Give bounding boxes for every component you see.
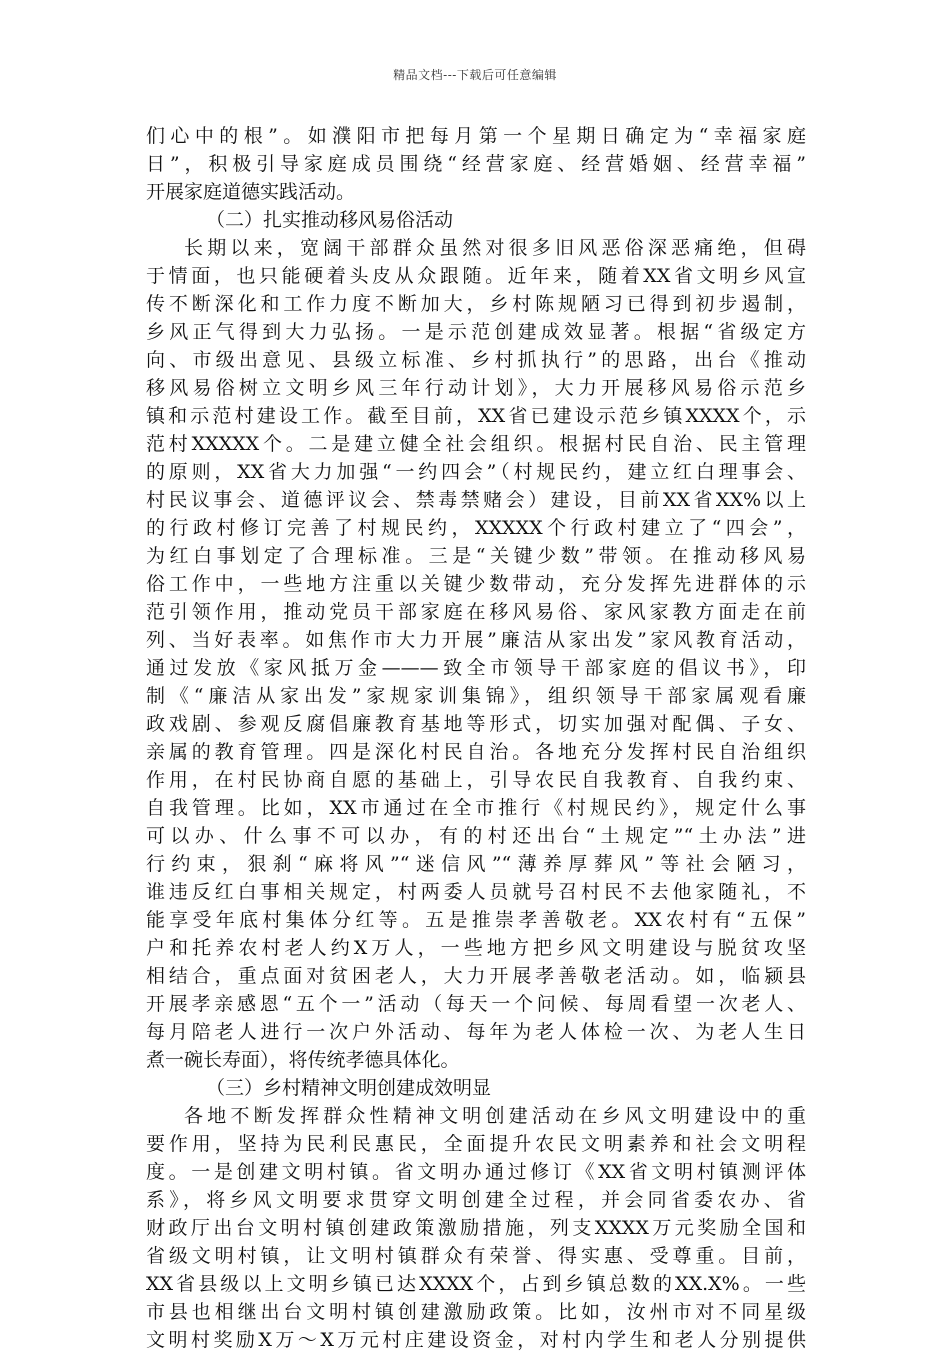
section-heading: （三）乡村精神文明创建成效明显 bbox=[206, 1077, 492, 1099]
text-line: 能享受年底村集体分红等。五是推崇孝善敬老。XX农村有“五保” bbox=[146, 909, 806, 931]
text-line: 各地不断发挥群众性精神文明创建活动在乡风文明建设中的重 bbox=[184, 1105, 806, 1127]
text-line: 政戏剧、参观反腐倡廉教育基地等形式，切实加强对配偶、子女、 bbox=[146, 713, 806, 735]
text-line: 列、当好表率。如焦作市大力开展”廉洁从家出发”家风教育活动， bbox=[146, 629, 806, 651]
text-line: 户和托养农村老人约X万人，一些地方把乡风文明建设与脱贫攻坚 bbox=[146, 937, 806, 959]
text-line: 系》，将乡风文明要求贯穿文明创建全过程，并会同省委农办、省 bbox=[146, 1189, 806, 1211]
text-line: XX省县级以上文明乡镇已达XXXX个，占到乡镇总数的XX.X%。一些 bbox=[146, 1273, 806, 1295]
text-line: 文明村奖励X万～X万元村庄建设资金，对村内学生和老人分别提供 bbox=[146, 1329, 806, 1351]
text-line: 范引领作用，推动党员干部家庭在移风易俗、家风家教方面走在前 bbox=[146, 601, 806, 623]
text-line: 传不断深化和工作力度不断加大，乡村陈规陋习已得到初步遏制， bbox=[146, 293, 806, 315]
text-line: 自我管理。比如，XX市通过在全市推行《村规民约》，规定什么事 bbox=[146, 797, 806, 819]
text-line: 财政厅出台文明村镇创建政策激励措施，列支XXXX万元奖励全国和 bbox=[146, 1217, 806, 1239]
text-line: 度。一是创建文明村镇。省文明办通过修订《XX省文明村镇测评体 bbox=[146, 1161, 806, 1183]
text-line: 谁违反红白事相关规定，村两委人员就号召村民不去他家随礼，不 bbox=[146, 881, 806, 903]
text-line: 们心中的根”。如濮阳市把每月第一个星期日确定为“幸福家庭 bbox=[146, 125, 806, 147]
text-line: 可以办、什么事不可以办，有的村还出台“土规定”“土办法”进 bbox=[146, 825, 806, 847]
text-line: 煮一碗长寿面），将传统孝德具体化。 bbox=[146, 1049, 460, 1071]
text-line: 的原则，XX省大力加强“一约四会”（村规民约，建立红白理事会、 bbox=[146, 461, 806, 483]
text-line: 开展孝亲感恩“五个一”活动（每天一个问候、每周看望一次老人、 bbox=[146, 993, 806, 1015]
text-line: 的行政村修订完善了村规民约，XXXXX个行政村建立了“四会”， bbox=[146, 517, 806, 539]
text-line: 作用，在村民协商自愿的基础上，引导农民自我教育、自我约束、 bbox=[146, 769, 806, 791]
text-line: 范村XXXXX个。二是建立健全社会组织。根据村民自治、民主管理 bbox=[146, 433, 806, 455]
text-line: 开展家庭道德实践活动。 bbox=[146, 181, 356, 203]
text-line: 日”，积极引导家庭成员围绕“经营家庭、经营婚姻、经营幸福” bbox=[146, 153, 806, 175]
text-line: 市县也相继出台文明村镇创建激励政策。比如，汝州市对不同星级 bbox=[146, 1301, 806, 1323]
section-heading: （二）扎实推动移风易俗活动 bbox=[206, 209, 454, 231]
text-line: 移风易俗树立文明乡风三年行动计划》，大力开展移风易俗示范乡 bbox=[146, 377, 806, 399]
page-header: 精品文档---下载后可任意编辑 bbox=[393, 68, 557, 82]
text-line: 相结合，重点面对贫困老人，大力开展孝善敬老活动。如，临颍县 bbox=[146, 965, 806, 987]
text-line: 镇和示范村建设工作。截至目前，XX省已建设示范乡镇XXXX个，示 bbox=[146, 405, 806, 427]
text-line: 要作用，坚持为民利民惠民，全面提升农民文明素养和社会文明程 bbox=[146, 1133, 806, 1155]
text-line: 为红白事划定了合理标准。三是“关键少数”带领。在推动移风易 bbox=[146, 545, 806, 567]
text-line: 俗工作中，一些地方注重以关键少数带动，充分发挥先进群体的示 bbox=[146, 573, 806, 595]
text-line: 长期以来，宽阔干部群众虽然对很多旧风恶俗深恶痛绝，但碍 bbox=[184, 237, 806, 259]
text-line: 村民议事会、道德评议会、禁毒禁赌会）建设，目前XX省XX%以上 bbox=[146, 489, 806, 511]
text-line: 每月陪老人进行一次户外活动、每年为老人体检一次、为老人生日 bbox=[146, 1021, 806, 1043]
text-line: 乡风正气得到大力弘扬。一是示范创建成效显著。根据“省级定方 bbox=[146, 321, 806, 343]
text-line: 省级文明村镇，让文明村镇群众有荣誉、得实惠、受尊重。目前， bbox=[146, 1245, 806, 1267]
text-line: 于情面，也只能硬着头皮从众跟随。近年来，随着XX省文明乡风宣 bbox=[146, 265, 806, 287]
text-line: 向、市级出意见、县级立标准、乡村抓执行”的思路，出台《推动 bbox=[146, 349, 806, 371]
text-line: 行约束，狠刹“麻将风”“迷信风”“薄养厚葬风”等社会陋习， bbox=[146, 853, 806, 875]
text-line: 亲属的教育管理。四是深化村民自治。各地充分发挥村民自治组织 bbox=[146, 741, 806, 763]
document-body bbox=[146, 122, 806, 1354]
text-line: 通过发放《家风抵万金———致全市领导干部家庭的倡议书》，印 bbox=[146, 657, 806, 679]
text-line: 制《“廉洁从家出发”家规家训集锦》，组织领导干部家属观看廉 bbox=[146, 685, 806, 707]
